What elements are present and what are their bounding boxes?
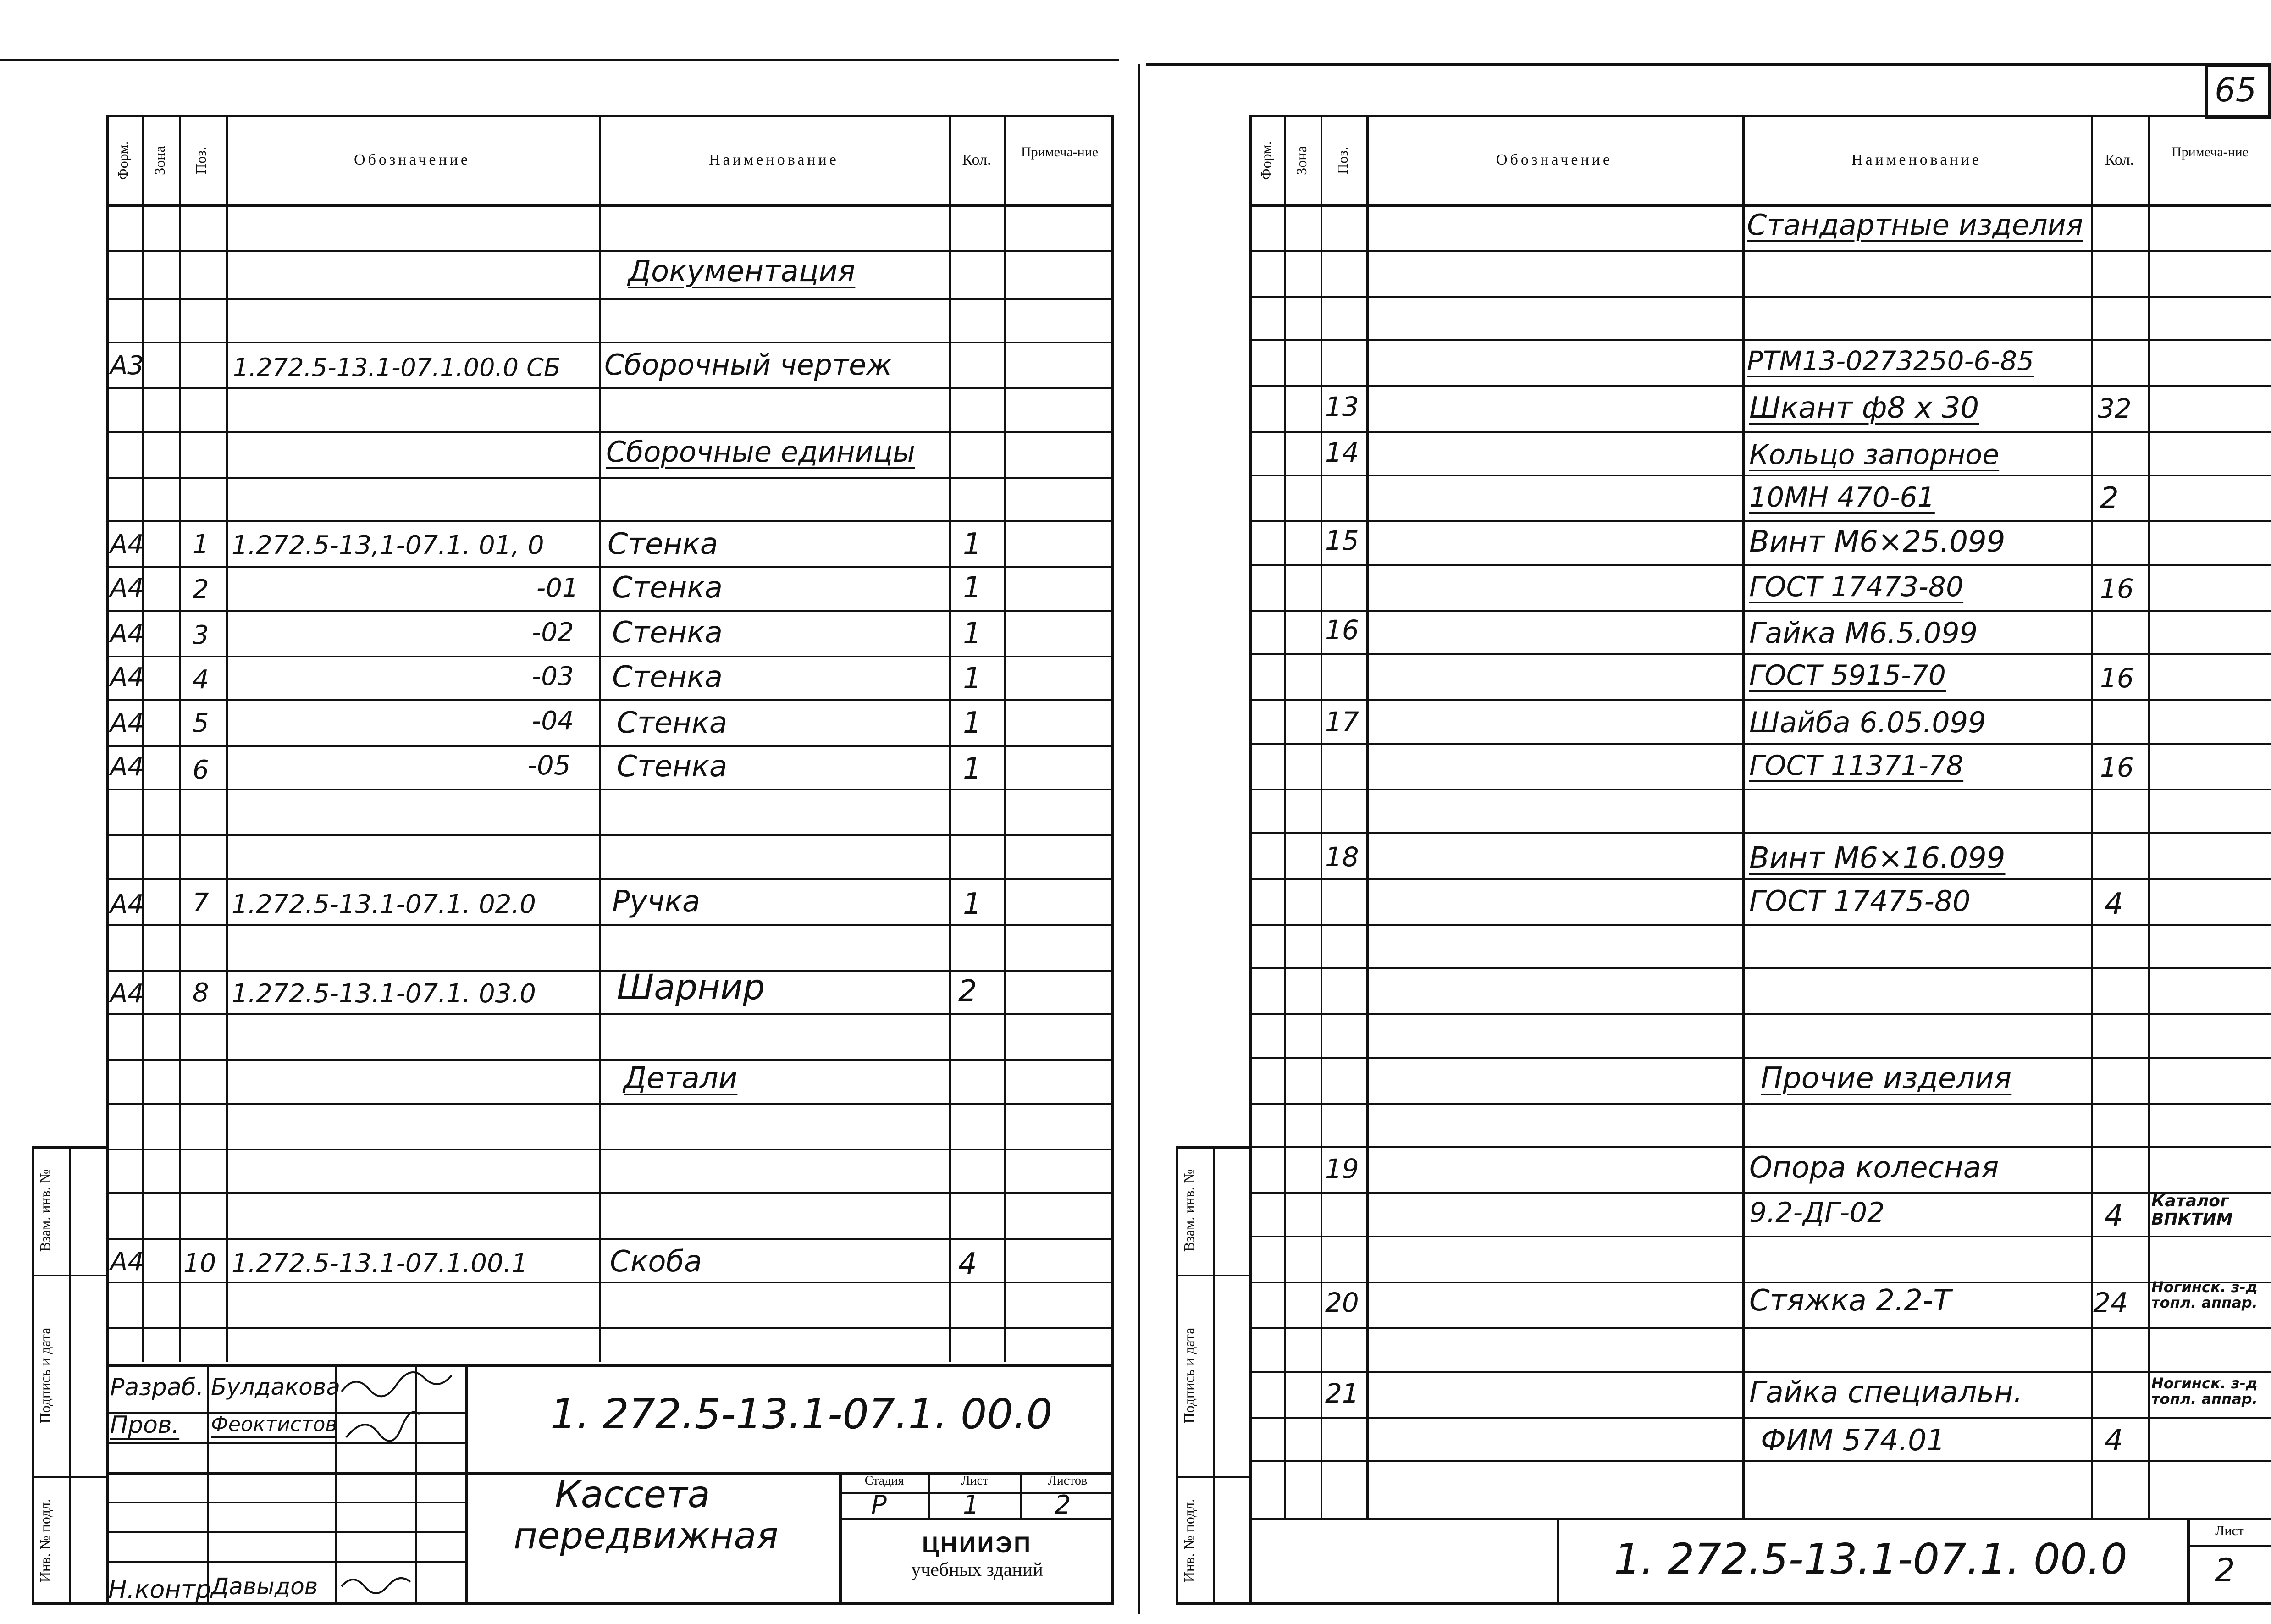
sheet-value: 1 — [963, 1490, 979, 1520]
side-label-podpis-right: Подпись и дата — [1181, 1327, 1197, 1424]
sheet-label: Лист — [961, 1474, 989, 1488]
header-zone-right: Зона — [1293, 146, 1310, 175]
org-sub: учебных зданий — [911, 1559, 1043, 1580]
signature-icon — [337, 1369, 456, 1460]
side-label-vzam-right: Взам. инв. № — [1181, 1169, 1197, 1252]
footer-sheet-value: 2 — [2215, 1552, 2235, 1589]
side-label-inv-right: Инв. № подл. — [1181, 1498, 1197, 1583]
header-note-right: Примеча-ние — [2171, 144, 2249, 160]
role-check: Пров. — [110, 1411, 180, 1439]
section-assembly-units: Сборочные единицы — [606, 435, 916, 469]
page-number: 65 — [2215, 71, 2257, 109]
header-zone: Зона — [151, 146, 168, 175]
sheets-value: 2 — [1055, 1490, 1071, 1520]
header-qty: Кол. — [962, 151, 991, 168]
section-standard: Стандартные изделия — [1747, 208, 2083, 242]
section-other: Прочие изделия — [1761, 1061, 2012, 1095]
title-line1: Кассета — [555, 1473, 710, 1516]
header-form-right: Форм. — [1258, 141, 1274, 180]
side-label-vzam: Взам. инв. № — [37, 1169, 53, 1252]
name-norm: Давыдов — [211, 1573, 318, 1600]
sheets-label: Листов — [1048, 1474, 1088, 1488]
side-label-inv: Инв. № подл. — [37, 1498, 53, 1583]
standard-ref: РТМ13-0273250-6-85 — [1747, 345, 2034, 376]
role-norm: Н.контр — [108, 1575, 211, 1604]
header-pos: Поз. — [193, 147, 209, 174]
page-top-line-right — [1146, 63, 2271, 66]
header-name: Наименование — [709, 151, 839, 168]
section-parts: Детали — [624, 1061, 738, 1095]
note-noginsk-2: Ногинск. з-д топл. аппар. — [2151, 1375, 2258, 1408]
note-catalog: Каталог ВПКТИМ — [2151, 1192, 2233, 1229]
header-qty-right: Кол. — [2105, 151, 2134, 168]
stage-label: Стадия — [864, 1474, 904, 1488]
footer-doc-number: 1. 272.5-13.1-07.1. 00.0 — [1614, 1535, 2127, 1584]
name-dev: Булдакова — [211, 1374, 340, 1400]
page-top-line — [0, 59, 1119, 61]
title-doc-number: 1. 272.5-13.1-07.1. 00.0 — [550, 1390, 1053, 1438]
role-dev: Разраб. — [110, 1374, 204, 1401]
org-name: ЦНИИЭП — [922, 1532, 1032, 1558]
note-noginsk: Ногинск. з-д топл. аппар. — [2151, 1278, 2258, 1311]
signature-norm-icon — [337, 1568, 420, 1600]
title-line2: передвижная — [514, 1514, 779, 1557]
section-documentation: Документация — [628, 254, 856, 288]
page-divider — [1138, 64, 1140, 1614]
stage-value: Р — [871, 1490, 887, 1520]
header-form: Форм. — [115, 141, 131, 180]
footer-sheet-label: Лист — [2215, 1523, 2244, 1538]
name-check: Феоктистов — [211, 1413, 337, 1436]
header-pos-right: Поз. — [1334, 147, 1351, 174]
header-name-right: Наименование — [1851, 151, 1982, 168]
header-note: Примеча-ние — [1021, 144, 1099, 160]
header-designation: Обозначение — [354, 151, 470, 168]
side-label-podpis: Подпись и дата — [37, 1327, 53, 1424]
header-designation-right: Обозначение — [1496, 151, 1613, 168]
